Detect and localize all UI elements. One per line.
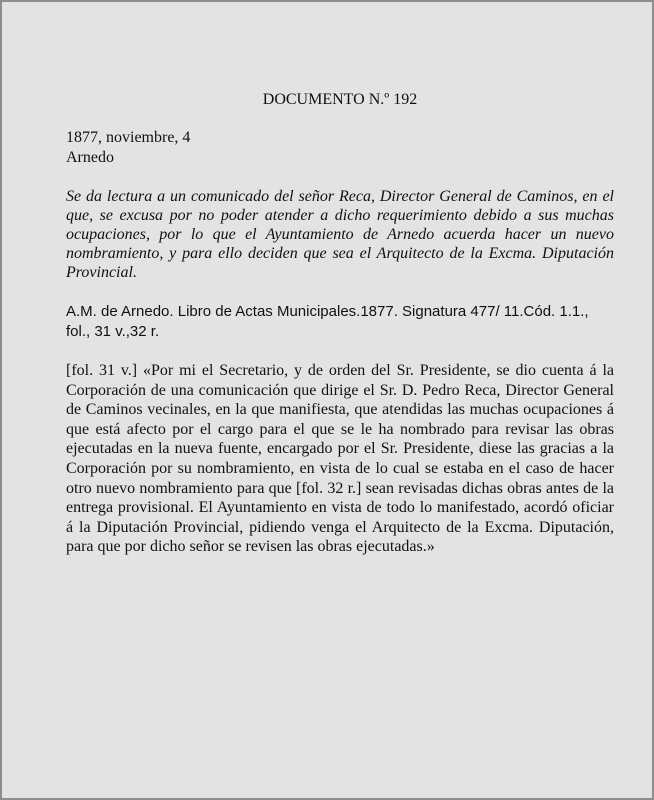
document-place: Arnedo [66,149,114,166]
document-summary: Se da lectura a un comunicado del señor Reca, Director General de Caminos, en el que, se excusa por no poder atender a dicho requerimiento debido a sus muchas ocupaciones, por lo que el Ayuntamiento de Arnedo acuerda hacer un nuevo nombramiento, y para ello deciden que sea el Arquitecto de la Excma. Diputación Provincial. [66,188,614,281]
document-title: DOCUMENTO N.º 192 [262,91,418,108]
archival-source: A.M. de Arnedo. Libro de Actas Municipales.1877. Signatura 477/ 11.Cód. 1.1., fol., 31 v.,32 r. [66,303,589,340]
document-transcription: [fol. 31 v.] «Por mi el Secretario, y de orden del Sr. Presidente, se dio cuenta á la Corporación de una comunicación que dirige el Sr. D. Pedro Reca, Director General de Caminos vecinales, en la que manifiesta, que atendidas las muchas ocupaciones á que está afecto por el cargo para el que se le ha nombrado para revisar las obras ejecutadas en la nueva fuente, encargado por el Sr. Presidente, diese las gracias a la Corporación por su nombramiento, en vista de lo cual se estaba en el caso de hacer otro nuevo nombramiento para que [fol. 32 r.] sean revisadas dichas obras antes de la entrega provisional. El Ayuntamiento en vista de todo lo manifestado, acordó oficiar á la Diputación Provincial, pidiendo venga el Arquitecto de la Excma. Diputación, para que por dicho señor se revisen las obras ejecutadas.» [66,362,614,556]
document-content [66,90,614,557]
document-date: 1877, noviembre, 4 [66,129,191,146]
